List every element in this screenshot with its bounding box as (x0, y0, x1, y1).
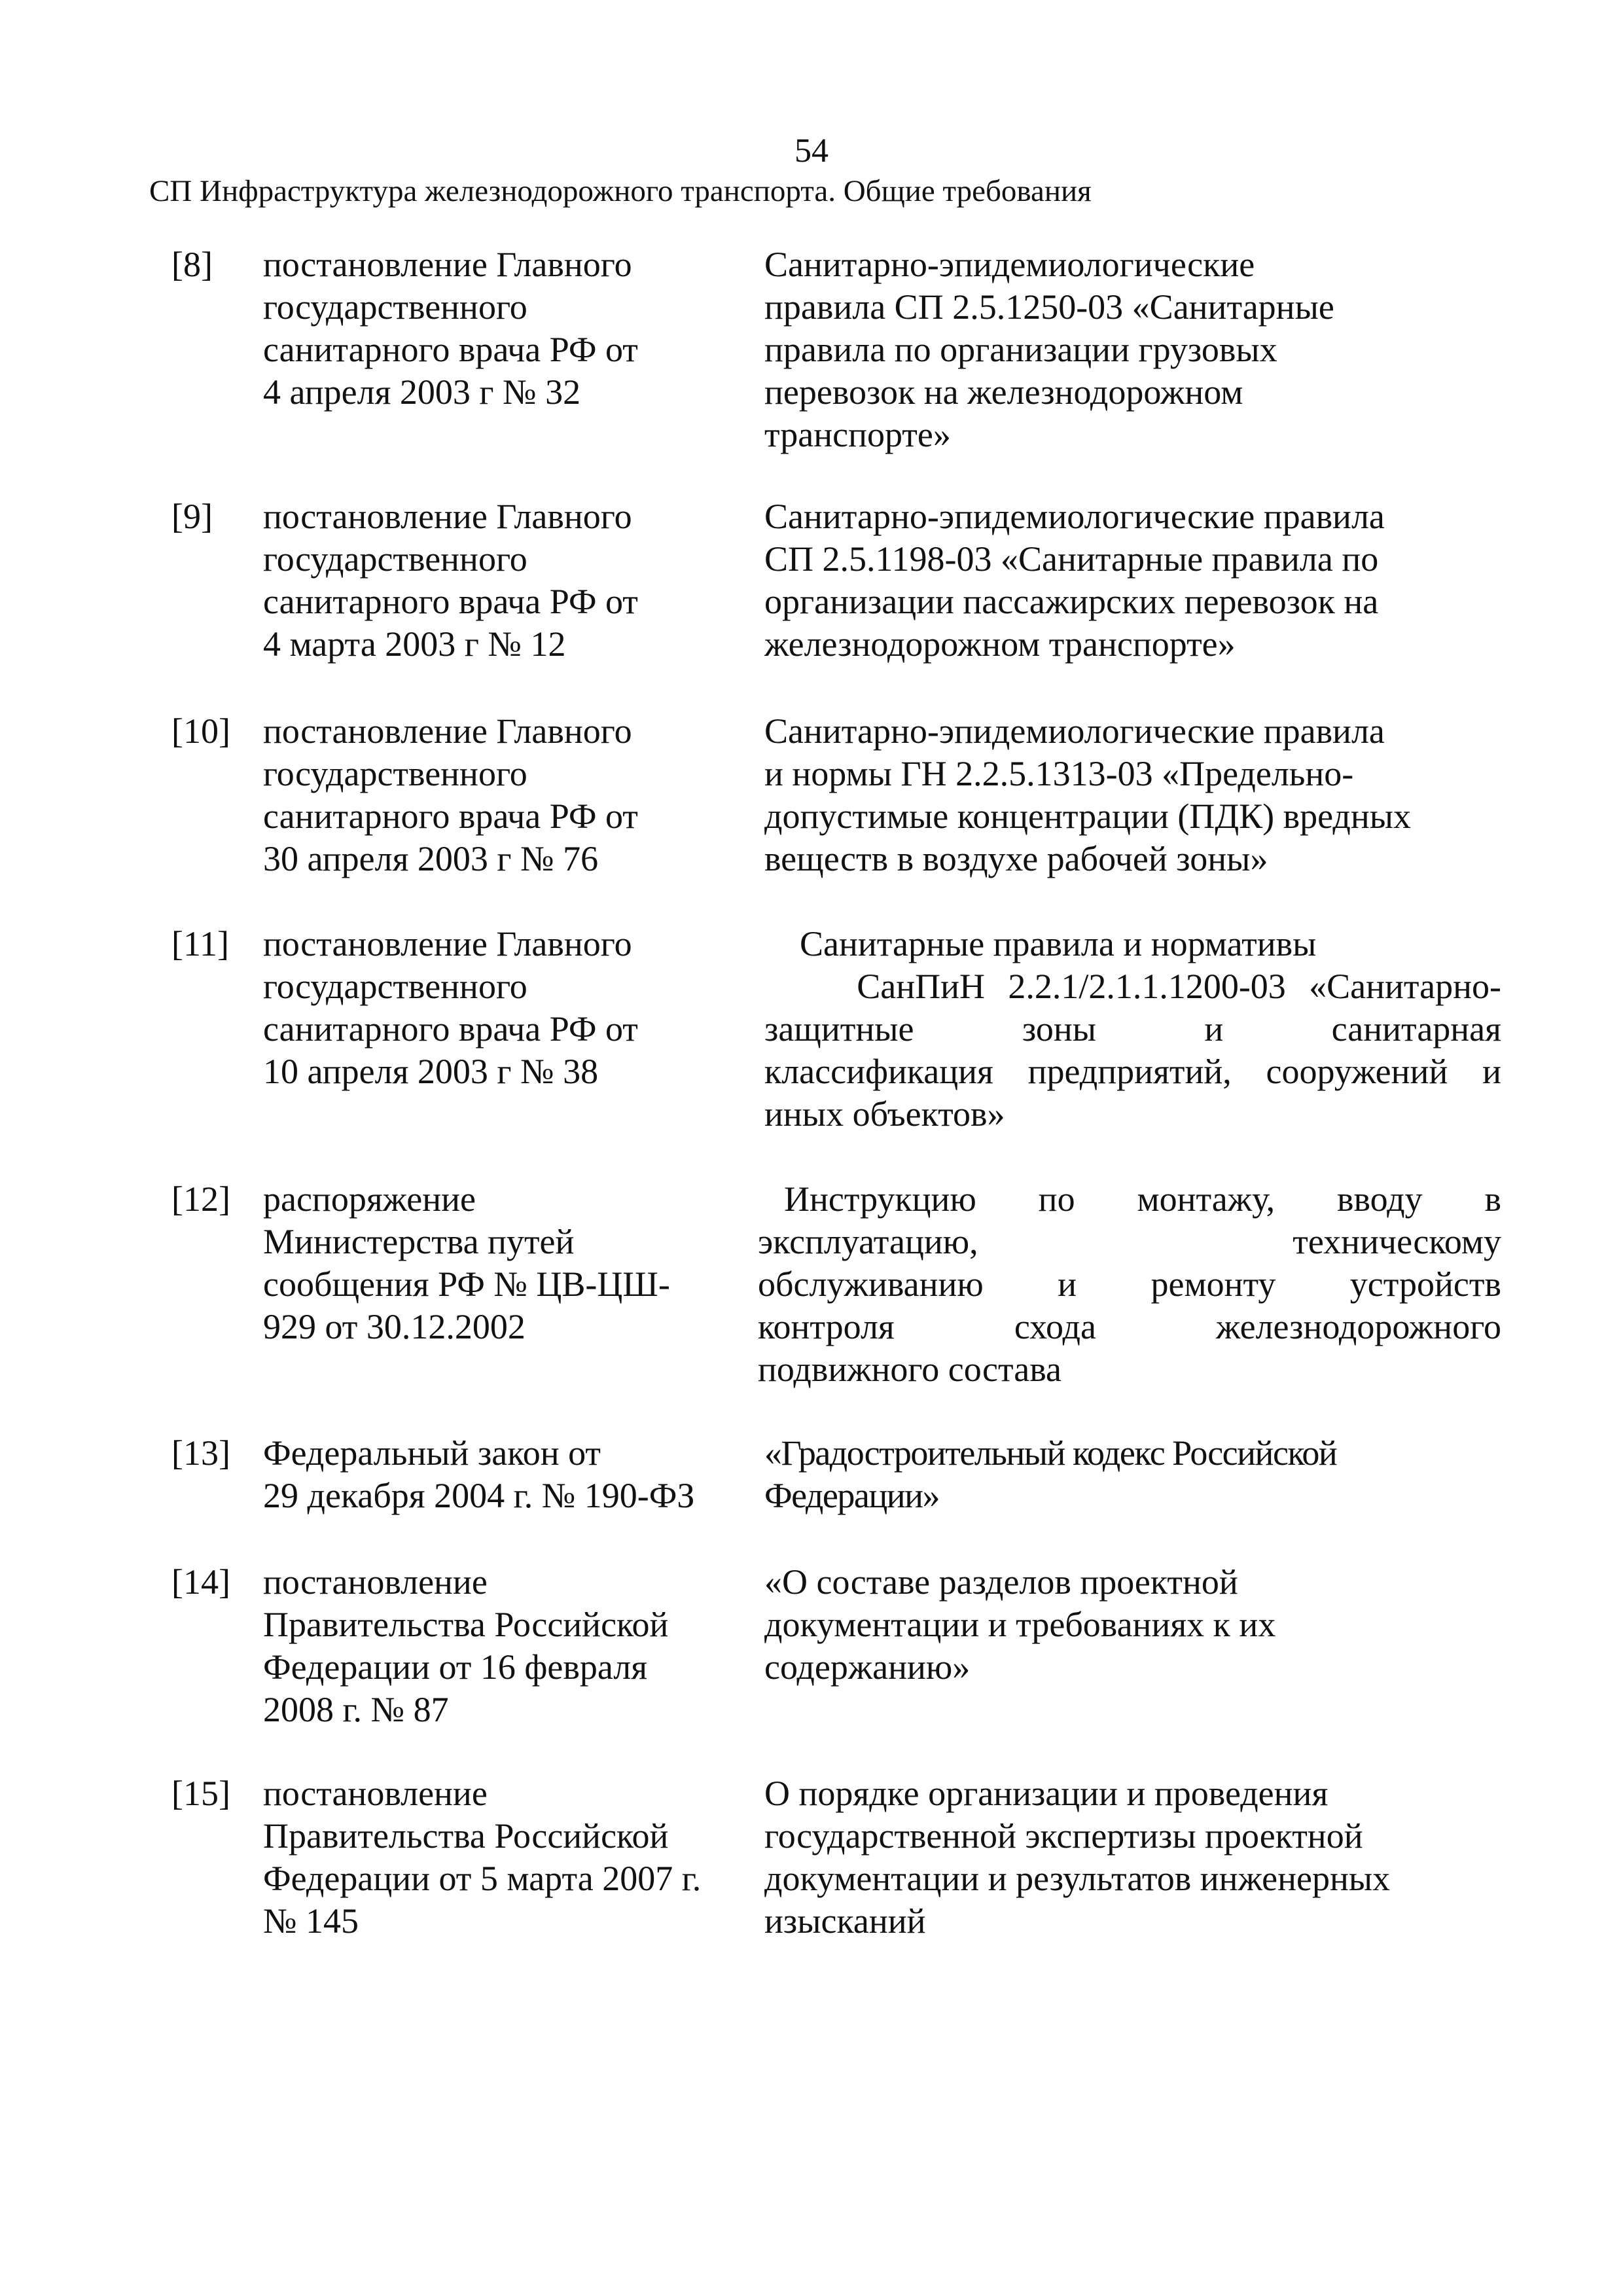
reference-title: Санитарно-эпидемиологические правила СП 2.5.1250-03 «Санитарные правила по организации грузовых перевозок на железнодорожном транспорте» (764, 245, 1334, 454)
reference-number: [9] (171, 497, 213, 536)
reference-issuer: постановление Правительства Российской Федерации от 5 марта 2007 г. № 145 (263, 1774, 702, 1941)
reference-title (758, 1178, 1501, 1391)
reference-issuer: постановление Главного государственного санитарного врача РФ от 4 апреля 2003 г № 32 (263, 245, 638, 412)
reference-issuer: постановление Главного государственного санитарного врача РФ от 10 апреля 2003 г № 38 (263, 924, 638, 1091)
reference-issuer: постановление Главного государственного санитарного врача РФ от 30 апреля 2003 г № 76 (263, 711, 638, 878)
reference-title-line: обслуживанию и ремонту устройств (758, 1265, 1501, 1304)
reference-title-line: классификация предприятий, сооружений и (764, 1052, 1501, 1091)
reference-title-line: контроля схода железнодорожного (758, 1307, 1501, 1346)
reference-number: [14] (171, 1562, 230, 1602)
reference-issuer: постановление Главного государственного санитарного врача РФ от 4 марта 2003 г № 12 (263, 497, 638, 664)
reference-number: [12] (171, 1179, 230, 1219)
reference-number: [8] (171, 245, 213, 284)
reference-title-line: СанПиН 2.2.1/2.1.1.1200-03 «Санитарно- (764, 967, 1501, 1006)
reference-issuer: Федеральный закон от 29 декабря 2004 г. № 190-ФЗ (263, 1433, 695, 1515)
reference-title-line: защитные зоны и санитарная (764, 1009, 1501, 1049)
reference-title-line: Санитарные правила и нормативы (764, 924, 1317, 963)
reference-title (764, 923, 1501, 1136)
reference-title-line: подвижного состава (758, 1350, 1061, 1389)
reference-title-line: иных объектов» (764, 1094, 1005, 1134)
reference-number: [11] (171, 924, 229, 963)
reference-issuer: распоряжение Министерства путей сообщения РФ № ЦВ-ЦШ- 929 от 30.12.2002 (263, 1179, 670, 1346)
reference-title-line: Инструкцию по монтажу, вводу в (784, 1179, 1501, 1219)
reference-title-line: эксплуатацию, техническому (758, 1222, 1501, 1261)
reference-title: О порядке организации и проведения государственной экспертизы проектной документации и результатов инженерных изысканий (764, 1774, 1391, 1941)
page-number: 54 (794, 132, 829, 170)
reference-title: Санитарно-эпидемиологические правила СП 2.5.1198-03 «Санитарные правила по организации пассажирских перевозок на железнодорожном транспорте» (764, 497, 1385, 664)
reference-number: [13] (171, 1433, 230, 1473)
reference-number: [15] (171, 1774, 230, 1813)
reference-title: Санитарно-эпидемиологические правила и нормы ГН 2.2.5.1313-03 «Предельно- допустимые концентрации (ПДК) вредных веществ в воздухе рабочей зоны» (764, 711, 1412, 878)
reference-title: «О составе разделов проектной документации и требованиях к их содержанию» (764, 1562, 1276, 1687)
reference-title: «Градостроительный кодекс Российской Федерации» (764, 1433, 1337, 1515)
page-header: СП Инфраструктура железнодорожного транспорта. Общие требования (149, 174, 1092, 208)
reference-number: [10] (171, 711, 230, 751)
reference-issuer: постановление Правительства Российской Федерации от 16 февраля 2008 г. № 87 (263, 1562, 669, 1729)
